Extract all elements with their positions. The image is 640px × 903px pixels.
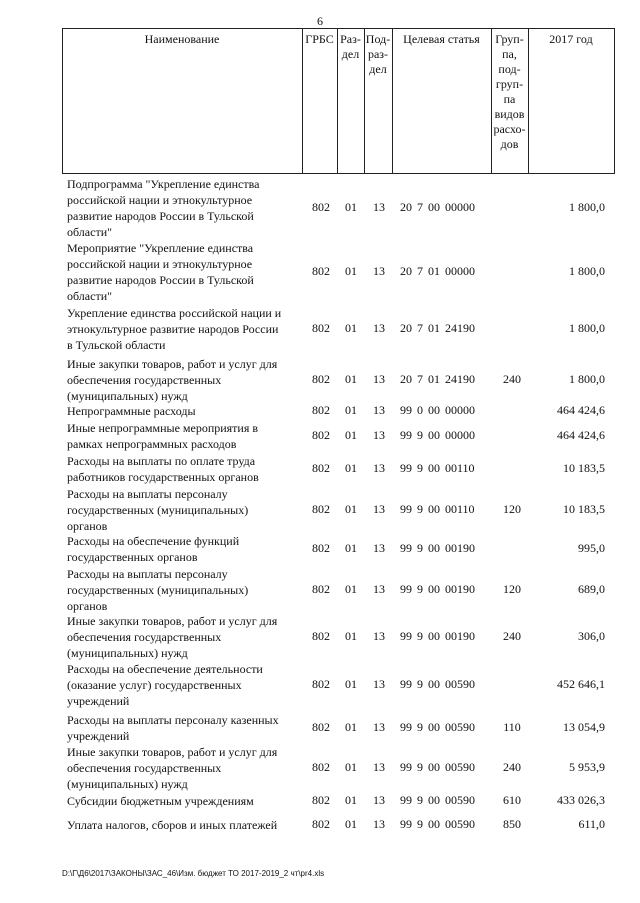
row-name-line: обеспечения государственных [67,630,222,644]
row-razdel: 01 [345,720,357,734]
row-podrazdel: 13 [373,793,385,807]
table-row [0,533,640,565]
page-number: 6 [317,14,323,28]
row-podrazdel: 13 [373,502,385,516]
row-name-line: Иные непрограммные мероприятия в [67,421,259,435]
row-razdel: 01 [345,321,357,335]
row-target: 99 9 00 00190 [400,629,475,643]
row-name-line: Расходы на выплаты персоналу казенных [67,713,279,727]
row-name-line: Расходы на обеспечение функций [67,534,240,548]
row-target: 20 7 01 24190 [400,321,475,335]
row-amount: 611,0 [578,817,605,831]
row-amount: 1 800,0 [569,321,605,335]
row-podrazdel: 13 [373,541,385,555]
row-group: 120 [503,502,521,516]
table-row [0,305,640,353]
row-name-line: в Тульской области [67,338,166,352]
header-line: дел [369,62,387,76]
header-line: па, [502,47,517,61]
row-razdel: 01 [345,541,357,555]
file-path-footer: D:\Г\Д6\2017\ЗАКОНЫ\ЗАС_46\Изм. бюджет ТО 2017-2019_2 чт\pr4.xls [62,869,325,878]
row-target: 99 9 00 00590 [400,760,475,774]
row-podrazdel: 13 [373,264,385,278]
row-name-line: Иные закупки товаров, работ и услуг для [67,614,278,628]
row-name-line: развитие народов России в Тульской [67,273,254,287]
row-amount: 10 183,5 [563,461,605,475]
row-target: 20 7 00 00000 [400,200,475,214]
row-name-line: рамках непрограммных расходов [67,437,237,451]
row-grbs: 802 [312,582,330,596]
row-amount: 464 424,6 [557,403,605,417]
row-razdel: 01 [345,582,357,596]
table-row [0,356,640,404]
row-name-line: области" [67,289,113,303]
row-podrazdel: 13 [373,677,385,691]
row-name [67,453,305,485]
row-name [67,817,305,833]
header-line: дел [341,47,360,61]
table-row [0,793,640,809]
header-group [491,28,528,173]
row-target: 99 9 00 00590 [400,817,475,831]
row-podrazdel: 13 [373,720,385,734]
table-row [0,420,640,452]
row-grbs: 802 [312,541,330,555]
row-amount: 689,0 [578,582,605,596]
header-line: груп- [495,77,524,91]
row-name [67,533,305,565]
row-target: 99 9 00 00110 [400,461,475,475]
row-podrazdel: 13 [373,461,385,475]
row-group: 110 [503,720,521,734]
header-line: па [503,92,516,106]
row-name-line: государственных (муниципальных) [67,583,249,597]
row-name-line: обеспечения государственных [67,373,222,387]
row-group: 120 [503,582,521,596]
row-name-line: государственных (муниципальных) [67,503,249,517]
table-row [0,712,640,744]
row-razdel: 01 [345,403,357,417]
row-name [67,176,305,240]
row-group: 240 [503,760,521,774]
row-name [67,240,305,304]
header-line: ГРБС [305,32,334,46]
row-grbs: 802 [312,428,330,442]
header-line: Наименование [144,32,220,46]
row-razdel: 01 [345,502,357,516]
row-amount: 1 800,0 [569,372,605,386]
row-podrazdel: 13 [373,321,385,335]
row-podrazdel: 13 [373,582,385,596]
header-target [392,28,491,173]
row-grbs: 802 [312,264,330,278]
row-name-line: органов [67,519,108,533]
table-row [0,453,640,485]
header-line: Целевая статья [403,32,480,46]
row-grbs: 802 [312,372,330,386]
header-name [62,28,302,173]
row-amount: 306,0 [578,629,605,643]
header-line: расхо- [493,122,526,136]
row-razdel: 01 [345,629,357,643]
row-podrazdel: 13 [373,372,385,386]
row-name-line: Иные закупки товаров, работ и услуг для [67,357,278,371]
row-amount: 464 424,6 [557,428,605,442]
header-divider [614,28,615,173]
row-name [67,403,305,419]
row-amount: 13 054,9 [563,720,605,734]
row-name [67,305,305,353]
row-razdel: 01 [345,461,357,475]
row-grbs: 802 [312,720,330,734]
table-row [0,403,640,419]
row-razdel: 01 [345,200,357,214]
row-amount: 452 646,1 [557,677,605,691]
row-name-line: российской нации и этнокультурное [67,257,253,271]
row-grbs: 802 [312,793,330,807]
header-line: раз- [367,47,389,61]
row-target: 20 7 01 24190 [400,372,475,386]
row-target: 99 9 00 00590 [400,677,475,691]
row-name-line: Расходы на выплаты персоналу [67,567,228,581]
row-amount: 1 800,0 [569,264,605,278]
row-grbs: 802 [312,629,330,643]
row-grbs: 802 [312,760,330,774]
row-name-line: обеспечения государственных [67,761,222,775]
row-target: 99 9 00 00110 [400,502,475,516]
row-name [67,712,305,744]
row-name-line: Мероприятие "Укрепление единства [67,241,254,255]
row-name [67,793,305,809]
row-name-line: Иные закупки товаров, работ и услуг для [67,745,278,759]
header-year [528,28,614,173]
row-target: 99 9 00 00190 [400,541,475,555]
row-name-line: области" [67,225,113,239]
row-name-line: этнокультурное развитие народов России [67,322,279,336]
row-name-line: российской нации и этнокультурное [67,193,253,207]
header-razdel [337,28,364,173]
row-grbs: 802 [312,321,330,335]
row-name-line: учреждений [67,729,130,743]
row-podrazdel: 13 [373,200,385,214]
row-group: 240 [503,372,521,386]
row-name-line: Расходы на выплаты персоналу [67,487,228,501]
row-name [67,486,305,534]
row-name-line: (муниципальных) нужд [67,646,188,660]
header-line: Груп- [495,32,524,46]
header-line: 2017 год [549,32,593,46]
header-grbs [302,28,337,173]
row-razdel: 01 [345,372,357,386]
row-razdel: 01 [345,817,357,831]
row-name [67,566,305,614]
row-name-line: Непрограммные расходы [67,404,196,418]
row-grbs: 802 [312,200,330,214]
row-podrazdel: 13 [373,403,385,417]
row-podrazdel: 13 [373,817,385,831]
row-razdel: 01 [345,428,357,442]
row-amount: 433 026,3 [557,793,605,807]
row-target: 99 9 00 00000 [400,428,475,442]
row-grbs: 802 [312,817,330,831]
row-podrazdel: 13 [373,629,385,643]
row-name [67,420,305,452]
row-razdel: 01 [345,760,357,774]
header-line: Под- [365,32,391,46]
header-line: Раз- [340,32,361,46]
row-name-line: органов [67,599,108,613]
header-line: под- [498,62,521,76]
row-grbs: 802 [312,461,330,475]
table-row [0,240,640,304]
row-razdel: 01 [345,793,357,807]
row-name [67,356,305,404]
row-name-line: государственных органов [67,550,198,564]
table-row [0,817,640,833]
row-amount: 10 183,5 [563,502,605,516]
row-name-line: Расходы на выплаты по оплате труда [67,454,256,468]
row-podrazdel: 13 [373,760,385,774]
row-name-line: (муниципальных) нужд [67,777,188,791]
row-target: 99 0 00 00000 [400,403,475,417]
row-name-line: (муниципальных) нужд [67,389,188,403]
table-row [0,176,640,240]
row-razdel: 01 [345,677,357,691]
row-razdel: 01 [345,264,357,278]
table-row [0,566,640,614]
table-header [62,28,615,174]
row-name-line: (оказание услуг) государственных [67,678,242,692]
row-name [67,613,305,661]
table-row [0,486,640,534]
row-amount: 1 800,0 [569,200,605,214]
row-target: 20 7 01 00000 [400,264,475,278]
row-name-line: Подпрограмма "Укрепление единства [67,177,260,191]
row-amount: 5 953,9 [569,760,605,774]
row-name-line: Укрепление единства российской нации и [67,306,282,320]
row-grbs: 802 [312,677,330,691]
row-name-line: Субсидии бюджетным учреждениям [67,794,254,808]
row-group: 240 [503,629,521,643]
table-row [0,744,640,792]
row-name-line: Уплата налогов, сборов и иных платежей [67,818,278,832]
header-line: дов [500,137,519,151]
table-row [0,661,640,709]
header-podrazdel [364,28,392,173]
row-name-line: работников государственных органов [67,470,259,484]
row-name [67,661,305,709]
row-grbs: 802 [312,403,330,417]
row-grbs: 802 [312,502,330,516]
row-name-line: учреждений [67,694,130,708]
row-target: 99 9 00 00190 [400,582,475,596]
row-name-line: Расходы на обеспечение деятельности [67,662,263,676]
row-target: 99 9 00 00590 [400,720,475,734]
row-name [67,744,305,792]
row-amount: 995,0 [578,541,605,555]
header-line: видов [494,107,525,121]
row-target: 99 9 00 00590 [400,793,475,807]
row-group: 610 [503,793,521,807]
row-podrazdel: 13 [373,428,385,442]
row-name-line: развитие народов России в Тульской [67,209,254,223]
table-row [0,613,640,661]
row-group: 850 [503,817,521,831]
